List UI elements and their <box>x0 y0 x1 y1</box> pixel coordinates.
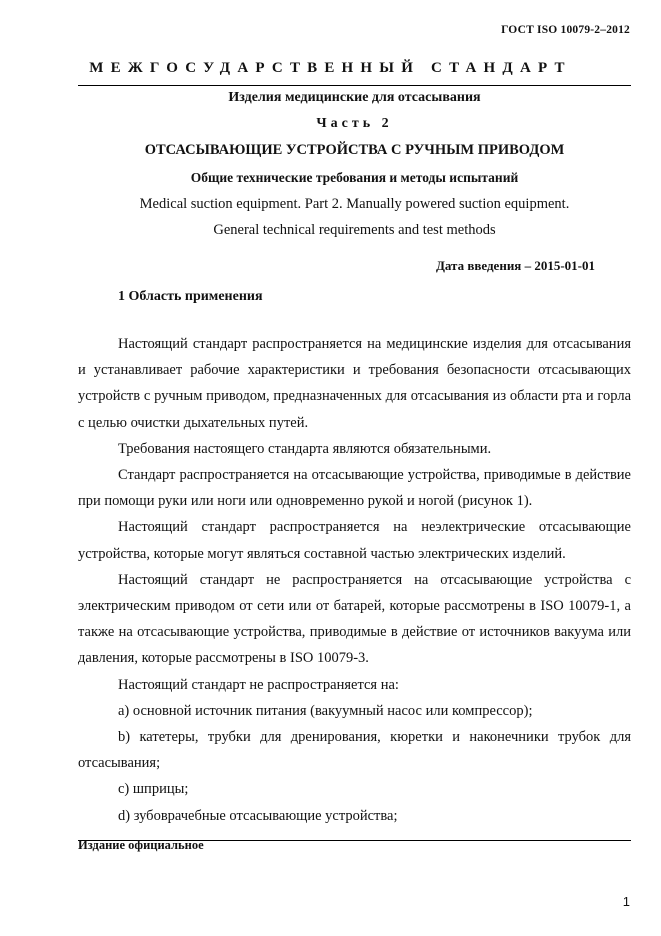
document-title-line1: Изделия медицинские для отсасывания <box>228 90 481 105</box>
paragraph: Стандарт распространяется на отсасывающие устройства, приводимые в действие при помощи руки или ноги или одновременно рукой и ногой (рисунок 1). <box>78 467 631 510</box>
english-title-line2: General technical requirements and test methods <box>213 222 496 238</box>
document-main-title: ОТСАСЫВАЮЩИЕ УСТРОЙСТВА С РУЧНЫМ ПРИВОДОМ <box>144 142 565 158</box>
section-heading: 1 Область применения <box>118 289 263 304</box>
list-item: c) шприцы; <box>118 781 189 798</box>
introduction-date: Дата введения – 2015-01-01 <box>435 258 595 273</box>
english-title-line1: Medical suction equipment. Part 2. Manually powered suction equipment. <box>139 196 570 212</box>
paragraph: Настоящий стандарт распространяется на медицинские изделия для отсасывания и устанавливает рабочие характеристики и требования безопасности отсасывающих устройств с ручным приводом, предназначенных для отсасывания из области рта и горла с целью очистки дыхательных путей. <box>78 336 631 431</box>
list-item: b) катетеры, трубки для дренирования, кюретки и наконечники трубок для отсасывания; <box>78 729 631 772</box>
document-part: Часть 2 <box>316 116 393 131</box>
page-number: 1 <box>622 894 630 909</box>
top-divider <box>78 85 631 86</box>
list-item: a) основной источник питания (вакуумный насос или компрессор); <box>118 702 533 719</box>
paragraph: Требования настоящего стандарта являются обязательными. <box>118 440 492 457</box>
document-subtitle: Общие технические требования и методы испытаний <box>190 170 519 185</box>
list-item: d) зубоврачебные отсасывающие устройства; <box>118 807 398 824</box>
paragraph: Настоящий стандарт не распространяется на отсасывающие устройства с электрическим приводом от сети или от батарей, которые рассмотрены в ISO 10079-1, а также на отсасывающие устройства, приводимые в действие от источников вакуума или давления, которые рассмотрены в ISO 10079-3. <box>78 571 631 667</box>
section-body <box>78 331 631 829</box>
interstate-standard-label: МЕЖГОСУДАРСТВЕННЫЙ СТАНДАРТ <box>89 60 572 76</box>
official-edition-label: Издание официальное <box>78 838 204 852</box>
standard-code: ГОСТ ISO 10079-2–2012 <box>501 24 630 36</box>
paragraph: Настоящий стандарт распространяется на неэлектрические отсасывающие устройства, которые могут являться составной частью электрических изделий. <box>78 519 631 562</box>
paragraph: Настоящий стандарт не распространяется на: <box>118 676 399 693</box>
